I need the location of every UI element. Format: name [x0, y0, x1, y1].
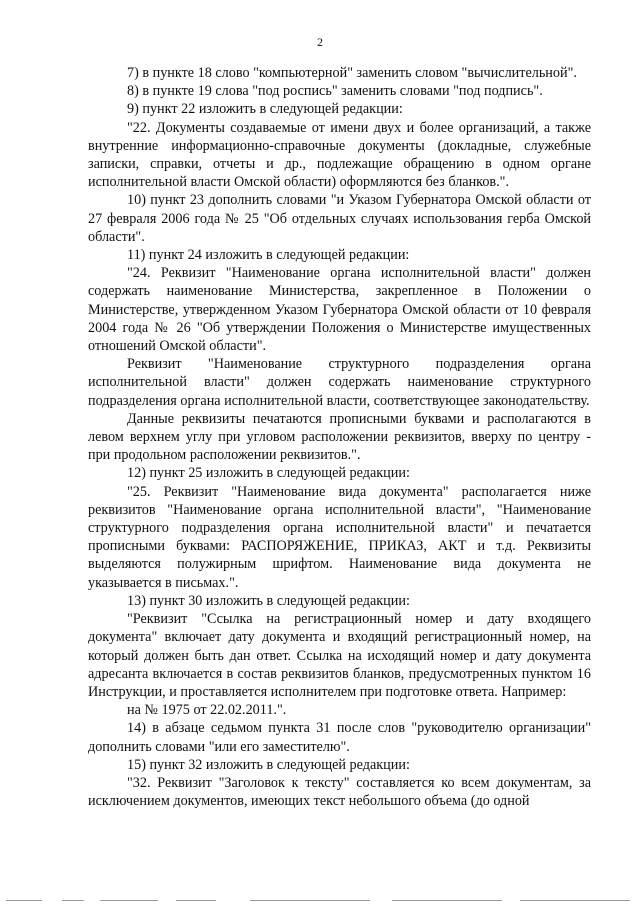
page-number: 2 [317, 35, 323, 49]
paragraph-item-15: 15) пункт 32 изложить в следующей редакции: [127, 756, 410, 773]
scan-mark [520, 900, 630, 901]
paragraph-clause-30: "Реквизит "Ссылка на регистрационный номер и дату входящего документа" включает дату документа и входящий регистрационный номер, на который должен быть дан ответ. Ссылка на исходящий номер и дату документа адресанта включается в состав реквизитов бланков, предусмотренных пунктом 16 Инструкции, и проставляется исполнителем при подготовке ответа. Например: [88, 611, 591, 700]
paragraph-clause-22: "22. Документы создаваемые от имени двух и более организаций, а также внутренние информационно-справочные документы (докладные, служебные записки, справки, отчеты и др., подлежащие обращению в одном органе исполнительной власти Омской области) оформляются без бланков.". [88, 119, 591, 191]
paragraph-clause-24: "24. Реквизит "Наименование органа исполнительной власти" должен содержать наименование Министерства, закрепленное в Положении о Министерстве, утвержденном Указом Губернатора Омской области от 10 февраля 2004 года № 26 "Об утверждении Положения о Министерстве имущественных отношений Омской области". [88, 265, 591, 355]
scan-mark [6, 900, 42, 901]
paragraph-structural-unit-requisite: Реквизит "Наименование структурного подразделения органа исполнительной власти" должен содержать наименование структурного подразделения органа исполнительной власти, соответствующее законодательству. [88, 356, 591, 409]
paragraph-item-14: 14) в абзаце седьмом пункта 31 после слов "руководителю организации" дополнить словами "или его заместителю". [88, 720, 591, 755]
paragraph-item-12: 12) пункт 25 изложить в следующей редакции: [127, 465, 410, 482]
paragraph-item-9: 9) пункт 22 изложить в следующей редакции: [127, 101, 403, 118]
paragraph-item-11: 11) пункт 24 изложить в следующей редакции: [127, 247, 410, 264]
scan-mark [250, 900, 370, 901]
paragraph-example: на № 1975 от 22.02.2011.". [127, 702, 287, 719]
paragraph-item-13: 13) пункт 30 изложить в следующей редакции: [127, 592, 410, 609]
paragraph-requisites-printing: Данные реквизиты печатаются прописными буквами и располагаются в левом верхнем углу при угловом расположении реквизитов, вверху по центру - при продольном расположении реквизитов.". [88, 410, 591, 464]
document-body [88, 64, 591, 810]
paragraph-clause-32: "32. Реквизит "Заголовок к тексту" составляется ко всем документам, за исключением документов, имеющих текст небольшого объема (до одной [88, 774, 591, 810]
scan-mark [392, 900, 502, 901]
paragraph-item-10: 10) пункт 23 дополнить словами "и Указом Губернатора Омской области от 27 февраля 2006 года № 25 "Об отдельных случаях использования герба Омской области". [88, 192, 591, 245]
paragraph-clause-25: "25. Реквизит "Наименование вида документа" располагается ниже реквизитов "Наименование органа исполнительной власти", "Наименование структурного подразделения органа исполнительной власти" и печатается прописными буквами: РАСПОРЯЖЕНИЕ, ПРИКАЗ, АКТ и т.д. Реквизиты выделяются полужирным шрифтом. Наименование вида документа не указывается в письмах.". [88, 483, 591, 591]
scan-mark [176, 900, 216, 901]
scan-bottom-artifacts [0, 891, 640, 905]
paragraph-item-7: 7) в пункте 18 слово "компьютерной" заменить словом "вычислительной". [127, 65, 577, 81]
scan-mark [62, 900, 84, 901]
paragraph-item-8: 8) в пункте 19 слова "под роспись" заменить словами "под подпись". [127, 83, 543, 100]
scan-mark [100, 900, 158, 901]
